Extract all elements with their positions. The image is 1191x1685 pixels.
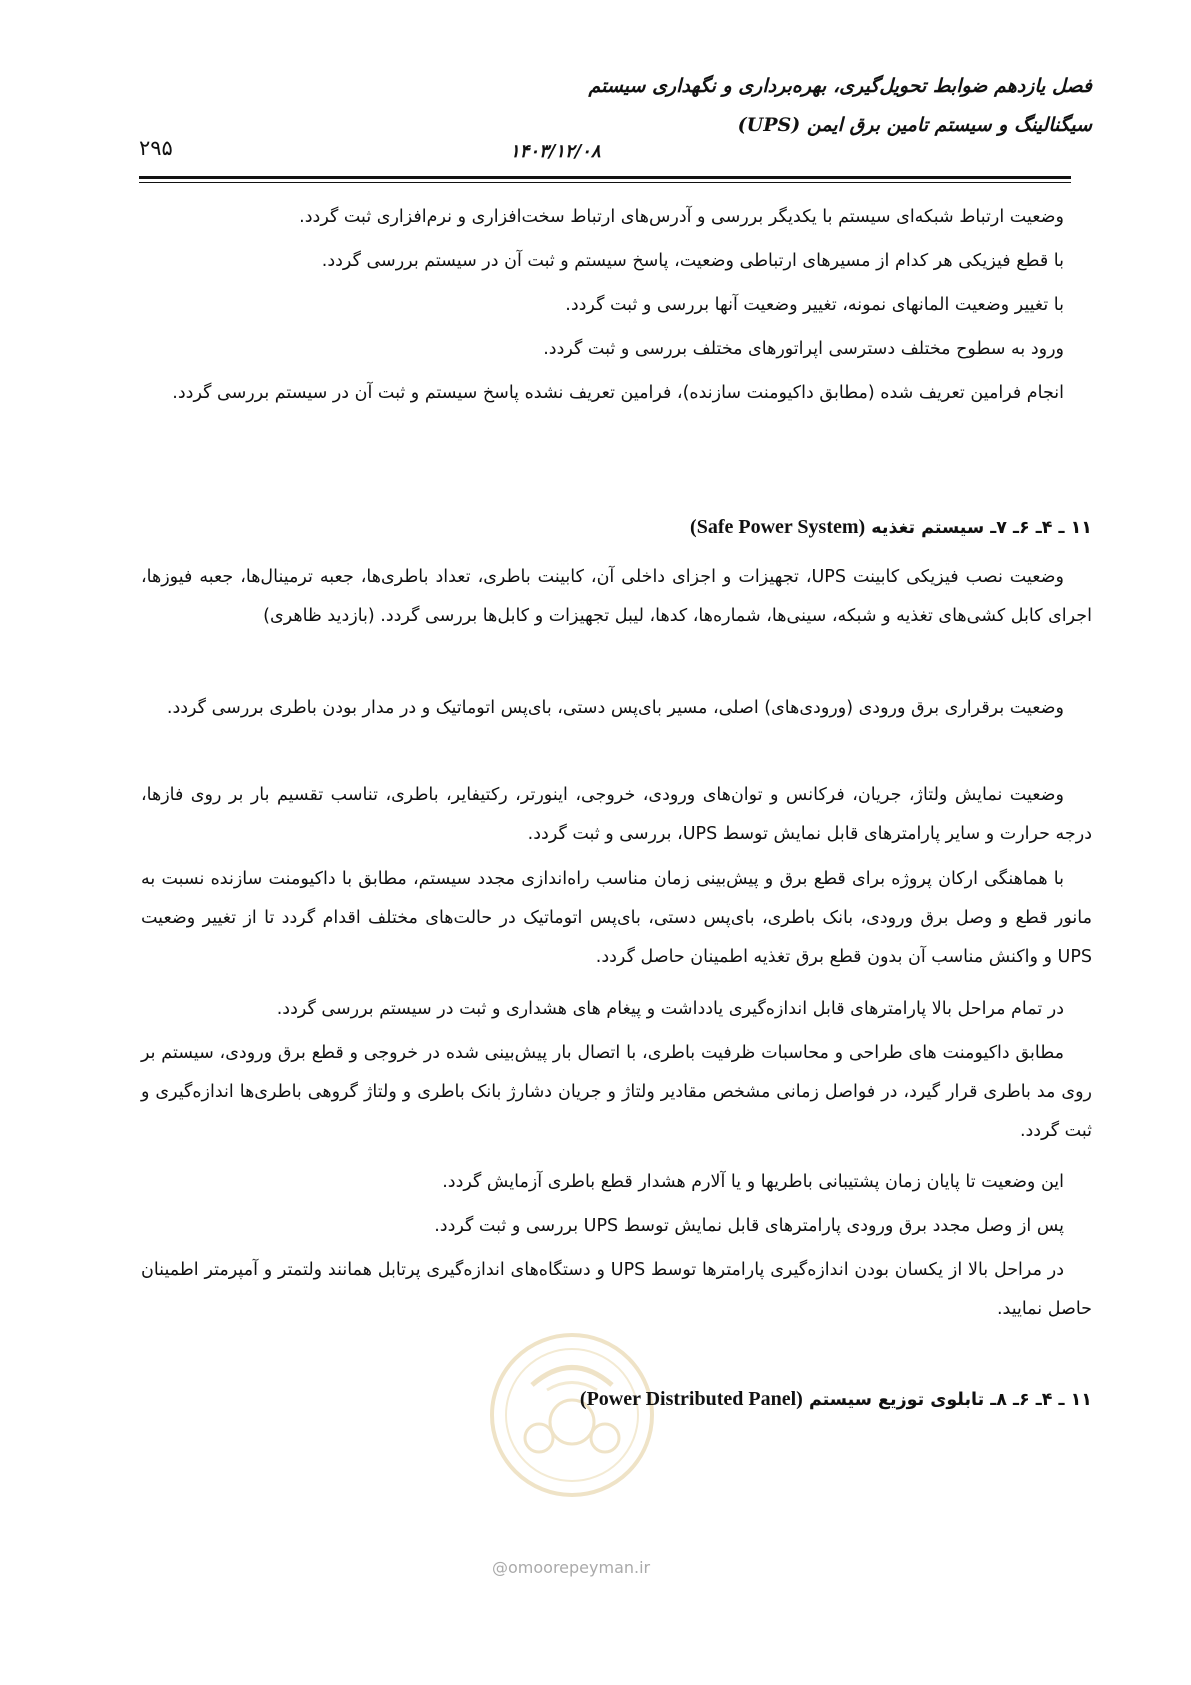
heading-text-fa: ۱۱ ـ ۴ـ ۶ـ ۸ـ تابلوی توزیع سیستم: [808, 1390, 1092, 1410]
paragraph: وضعیت برقراری برق ورودی (ورودی‌های) اصلی، مسیر بای‌پس دستی، بای‌پس اتوماتیک و در مدار بودن باطری بررسی گردد.: [166, 698, 1064, 718]
paragraph: در مراحل بالا از یکسان بودن اندازه‌گیری پارامترها توسط UPS و دستگاه‌های اندازه‌گیری پرتابل همانند ولتمتر و آمپرمتر اطمینان حاصل نمایید.: [141, 1260, 1092, 1319]
header-rule-thick: [139, 176, 1071, 179]
paragraph: انجام فرامین تعریف شده (مطابق داکیومنت سازنده)، فرامین تعریف نشده پاسخ سیستم و ثبت آن در سیستم بررسی گردد.: [172, 383, 1064, 403]
paragraph: وضعیت ارتباط شبکه‌ای سیستم با یکدیگر بررسی و آدرس‌های ارتباط سخت‌افزاری و نرم‌افزاری ثبت گردد.: [299, 207, 1064, 227]
paragraph: ورود به سطوح مختلف دسترسی اپراتورهای مختلف بررسی و ثبت گردد.: [543, 339, 1064, 359]
header-date: ۱۴۰۳/۱۲/۰۸: [510, 141, 601, 162]
paragraph: با تغییر وضعیت المانهای نمونه، تغییر وضعیت آنها بررسی و ثبت گردد.: [565, 295, 1064, 315]
heading-text-en: (Power Distributed Panel): [579, 1388, 803, 1410]
paragraph: مطابق داکیومنت های طراحی و محاسبات ظرفیت باطری، با اتصال بار پیش‌بینی شده در خروجی و قطع برق ورودی، سیستم بر روی مد باطری قرار گیرد، در فواصل زمانی مشخص مقادیر ولتاژ و جریان دشارژ بانک باطری و ولتاژ گروهی باطری‌ها اندازه‌گیری و ثبت گردد.: [141, 1043, 1092, 1141]
heading-text-fa: ۱۱ ـ ۴ـ ۶ـ ۷ـ سیستم تغذیه: [871, 518, 1092, 538]
paragraph: در تمام مراحل بالا پارامترهای قابل اندازه‌گیری یادداشت و پیغام های هشداری و ثبت در سیستم بررسی گردد.: [276, 999, 1064, 1019]
page-number: ۲۹۵: [139, 136, 173, 160]
paragraph: این وضعیت تا پایان زمان پشتیبانی باطریها و یا آلارم هشدار قطع باطری آزمایش گردد.: [442, 1172, 1064, 1192]
publisher-seal-icon: [487, 1330, 657, 1500]
header-rule-thin: [139, 182, 1071, 183]
paragraph: با هماهنگی ارکان پروژه برای قطع برق و پیش‌بینی زمان مناسب راه‌اندازی مجدد سیستم، مطابق با داکیومنت سازنده نسبت به مانور قطع و وصل برق ورودی، بانک باطری، بای‌پس دستی، بای‌پس اتوماتیک در حالت‌های مختلف اقدام گردد تا از تغییر وضعیت UPS و واکنش مناسب آن بدون قطع برق تغذیه اطمینان حاصل گردد.: [141, 869, 1092, 967]
paragraph: وضعیت نمایش ولتاژ، جریان، فرکانس و توان‌های ورودی، خروجی، اینورتر، رکتیفایر، باطری، تناسب تقسیم بار بر روی فازها، درجه حرارت و سایر پارامترهای قابل نمایش توسط UPS، بررسی و ثبت گردد.: [141, 785, 1092, 844]
paragraph: پس از وصل مجدد برق ورودی پارامترهای قابل نمایش توسط UPS بررسی و ثبت گردد.: [434, 1216, 1064, 1236]
header-chapter-title: فصل یازدهم ضوابط تحویل‌گیری، بهره‌برداری و نگهداری سیستم: [588, 75, 1092, 97]
paragraph: وضعیت نصب فیزیکی کابینت UPS، تجهیزات و اجزای داخلی آن، کابینت باطری، تعداد باطری‌ها، جعبه ترمینال‌ها، جعبه فیوزها، اجرای کابل کشی‌های تغذیه و شبکه، سینی‌ها، شماره‌ها، کدها، لیبل تجهیزات و کابل‌ها بررسی گردد. (بازدید ظاهری): [141, 567, 1092, 626]
section-heading-safe-power: [690, 516, 1092, 539]
paragraph: با قطع فیزیکی هر کدام از مسیرهای ارتباطی وضعیت، پاسخ سیستم و ثبت آن در سیستم بررسی گردد.: [321, 251, 1064, 271]
section-heading-distribution-panel: [580, 1388, 1092, 1411]
header-chapter-subtitle: سیگنالینگ و سیستم تامین برق ایمن (UPS): [737, 114, 1092, 136]
watermark-text: @omoorepeyman.ir: [492, 1558, 651, 1577]
heading-text-en: (Safe Power System): [690, 516, 866, 538]
